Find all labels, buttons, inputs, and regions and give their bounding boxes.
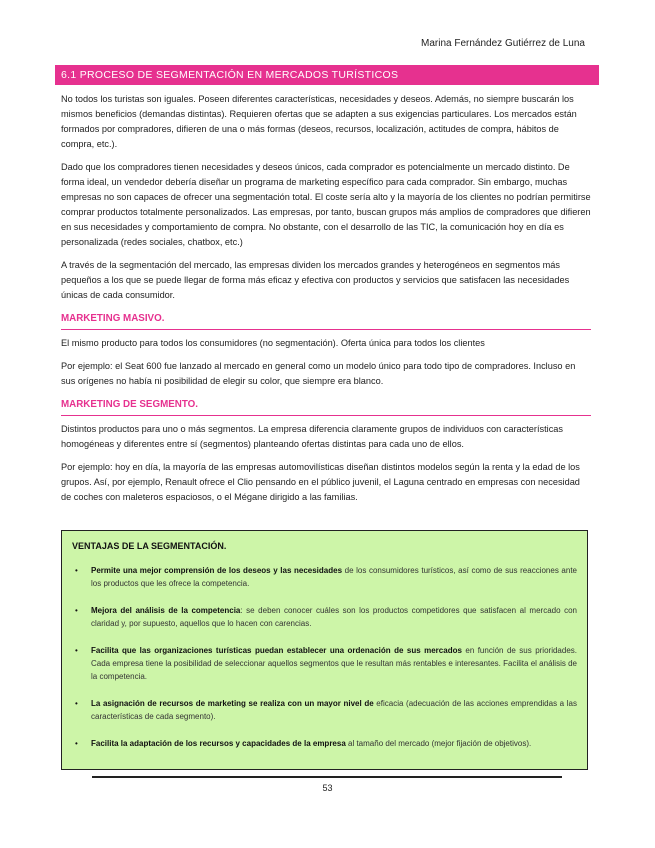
list-item: [72, 604, 577, 630]
bullet-icon: •: [75, 646, 78, 655]
intro-paragraph: A través de la segmentación del mercado, las empresas dividen los mercados grandes y heterogéneos en segmentos más pequeños a los que se puede llegar de forma más eficaz y efectiva con productos y servicios que satisfacen las necesidades únicas de cada consumidor.: [61, 260, 570, 300]
item-bold: Facilita la adaptación de los recursos y capacidades de la empresa: [91, 739, 346, 748]
intro-paragraph: Dado que los compradores tienen necesidades y deseos únicos, cada comprador es potencialmente un mercado distinto. De forma ideal, un vendedor debería diseñar un programa de marketing específico para cada comprador. Sin embargo, muchas empresas no son capaces de ofrecer una segmentación total. El coste sería alto y la mayoría de los clientes no podrían permitirse comprar productos totalmente personalizados. Las empresas, por tanto, buscan grupos más amplios de compradores que difieren en sus necesidades y comportamiento de compra. No obstante, con el desarrollo de las TIC, la comunicación hoy en día es personalizada (redes sociales, chatbox, etc.): [61, 162, 591, 247]
author-name: Marina Fernández Gutiérrez de Luna: [421, 38, 585, 49]
list-item: [72, 697, 577, 723]
main-content: [61, 92, 591, 513]
item-text: al tamaño del mercado (mejor fijación de objetivos).: [345, 739, 532, 748]
item-text: en función de sus prioridades. Cada empresa tiene la posibilidad de seleccionar aquellos segmentos que le resultan más rentables e interesantes. Facilita el análisis de la competencia.: [91, 646, 577, 681]
segmento-paragraph: Por ejemplo: hoy en día, la mayoría de las empresas automovilísticas diseñan distintos modelos según la renta y la edad de los grupos. Así, por ejemplo, Renault ofrece el Clio pensando en el público juvenil, el Laguna centrado en empresas con necesidad de coches con maleteros espaciosos, o el Mégane dirigido a las familias.: [61, 462, 580, 502]
list-item: [72, 564, 577, 590]
ventajas-box: [61, 530, 588, 770]
masivo-paragraph: El mismo producto para todos los consumidores (no segmentación). Oferta única para todos los clientes: [61, 338, 485, 348]
item-bold: Mejora del análisis de la competencia: [91, 606, 241, 615]
bullet-icon: •: [75, 739, 78, 748]
list-item: [72, 737, 577, 750]
item-text: : se deben conocer cuáles son los productos competidores que satisfacen al mercado con claridad y, por supuesto, aquellos que lo hacen con carencias.: [91, 606, 577, 628]
bullet-icon: •: [75, 606, 78, 615]
item-text: de los consumidores turísticos, así como de sus reacciones ante los productos que les ofrece la competencia.: [91, 566, 577, 588]
ventajas-title: VENTAJAS DE LA SEGMENTACIÓN.: [72, 541, 227, 551]
item-bold: La asignación de recursos de marketing se realiza con un mayor nivel de: [91, 699, 374, 708]
marketing-masivo-heading: MARKETING MASIVO.: [61, 313, 165, 324]
masivo-paragraph: Por ejemplo: el Seat 600 fue lanzado al mercado en general como un modelo único para todo tipo de compradores. Incluso en sus orígenes no había ni posibilidad de elegir su color, que siempre era blanco.: [61, 361, 576, 386]
footer-rule: [92, 776, 562, 778]
segmento-paragraph: Distintos productos para uno o más segmentos. La empresa diferencia claramente grupos de individuos con características homogéneas y diferentes entre sí (segmentos) planteando ofertas distintas para cada uno de ellos.: [61, 424, 564, 449]
ventajas-list: [72, 564, 577, 750]
item-text: eficacia (adecuación de las acciones emprendidas a las características de cada segmento).: [91, 699, 577, 721]
item-bold: Permite una mejor comprensión de los deseos y las necesidades: [91, 566, 343, 575]
heading-underline: [61, 415, 591, 416]
bullet-icon: •: [75, 699, 78, 708]
page-number: 53: [322, 783, 333, 793]
list-item: [72, 644, 577, 683]
heading-underline: [61, 329, 591, 330]
item-bold: Facilita que las organizaciones turísticas puedan establecer una ordenación de sus mercados: [91, 646, 462, 655]
intro-paragraph: No todos los turistas son iguales. Poseen diferentes características, necesidades y deseos. Además, no siempre buscarán los mismos beneficios (demandas distintas). Requieren ofertas que se adapten a sus exigencias particulares. Los mercados están formados por compradores, difieren de una o más formas (deseos, recursos, localización, actitudes de compra, hábitos de compra, etc.).: [61, 94, 577, 149]
bullet-icon: •: [75, 566, 78, 575]
marketing-segmento-heading: MARKETING DE SEGMENTO.: [61, 399, 198, 410]
section-title: 6.1 PROCESO DE SEGMENTACIÓN EN MERCADOS TURÍSTICOS: [55, 65, 599, 85]
